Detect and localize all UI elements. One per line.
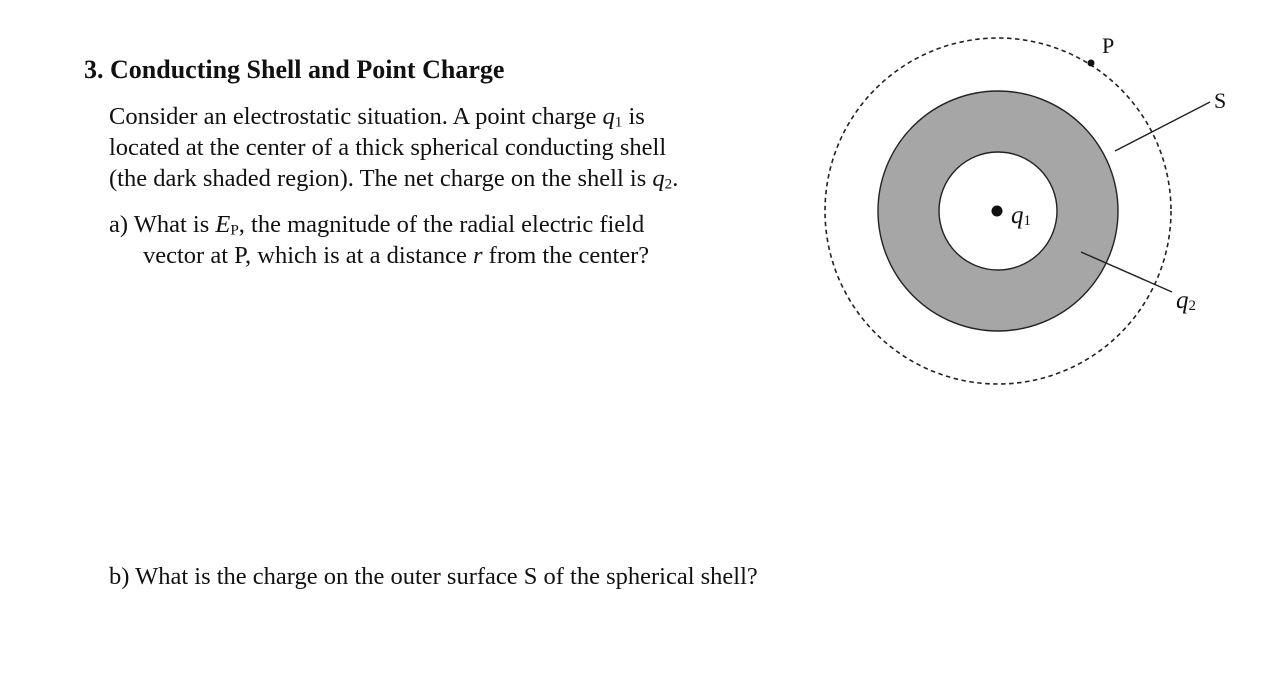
var-q: q xyxy=(602,103,615,130)
subscript-p: P xyxy=(230,221,239,239)
subscript-2: 2 xyxy=(664,175,673,193)
problem-title-text: Conducting Shell and Point Charge xyxy=(110,55,505,84)
var-r: r xyxy=(472,242,483,269)
intro-line-2: located at the center of a thick spherical conducting shell xyxy=(109,134,667,161)
label-p: P xyxy=(1102,33,1115,58)
var-e: E xyxy=(215,211,231,238)
intro-line-1 xyxy=(109,101,789,132)
point-charge-q1 xyxy=(992,206,1003,217)
intro-text: . xyxy=(672,165,679,192)
intro-text: (the dark shaded region). The net charge on the shell is xyxy=(109,165,653,192)
subscript-1: 1 xyxy=(614,113,623,131)
intro-text: is xyxy=(622,103,645,130)
problem-intro xyxy=(109,101,789,194)
intro-line-3 xyxy=(109,163,789,194)
question-text: vector at P, which is at a distance xyxy=(143,242,473,269)
leader-line-s xyxy=(1115,102,1210,151)
point-p xyxy=(1088,60,1095,67)
label-s: S xyxy=(1214,88,1227,113)
question-text: a) What is xyxy=(109,211,216,238)
var-q: q xyxy=(652,165,665,192)
shell-diagram xyxy=(800,20,1240,400)
question-a xyxy=(109,209,649,271)
question-a-line-2 xyxy=(109,240,649,271)
label-q1: q1 xyxy=(1011,202,1031,229)
question-text: from the center? xyxy=(482,242,650,269)
question-text: , the magnitude of the radial electric field xyxy=(238,211,645,238)
question-b: b) What is the charge on the outer surface S of the spherical shell? xyxy=(109,563,758,590)
label-q2: q2 xyxy=(1176,287,1196,314)
problem-number: 3. xyxy=(84,55,104,84)
intro-text: Consider an electrostatic situation. A point charge xyxy=(109,103,603,130)
question-a-line-1 xyxy=(109,209,649,240)
problem-title xyxy=(84,55,504,85)
